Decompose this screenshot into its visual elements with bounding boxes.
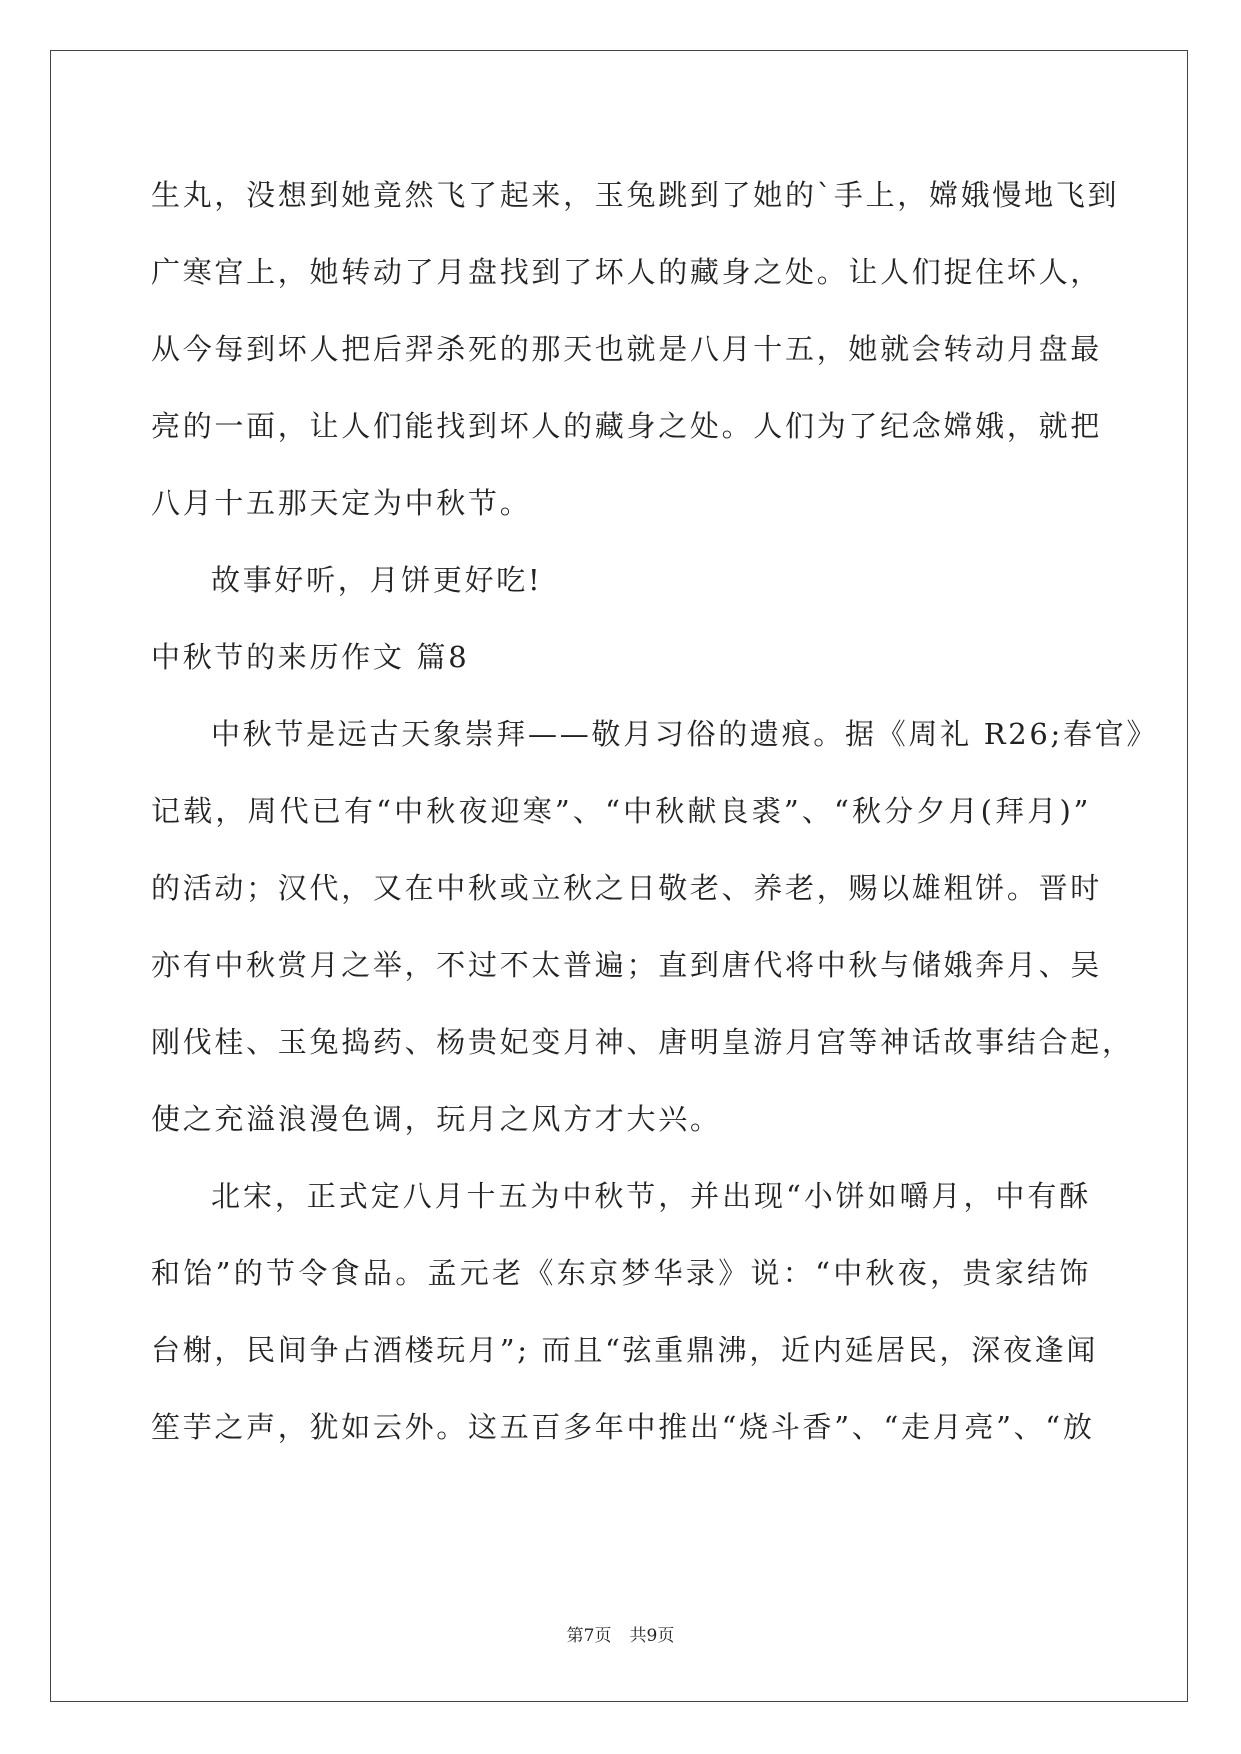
text-line: 使之充溢浪漫色调，玩月之风方才大兴。 (151, 1102, 722, 1136)
paragraph (151, 696, 1159, 1158)
paragraph (151, 1158, 1099, 1466)
current-page-number: 第7页 (566, 1626, 612, 1646)
text-line: 记载，周代已有“中秋夜迎寒”、“中秋献良裘”、“秋分夕月(拜月)” (151, 794, 1091, 828)
text-line: 台榭，民间争占酒楼玩月”; 而且“弦重鼎沸，近内延居民，深夜逢闻 (151, 1333, 1099, 1367)
page-footer (0, 1621, 1241, 1646)
text-line: 广寒宫上，她转动了月盘找到了坏人的藏身之处。让人们捉住坏人， (151, 255, 1103, 289)
paragraph (151, 542, 1091, 619)
text-line: 故事好听，月饼更好吃! (211, 563, 543, 597)
text-line: 生丸，没想到她竟然飞了起来，玉兔跳到了她的`手上，嫦娥慢地飞到 (151, 178, 1120, 212)
text-line: 刚伐桂、玉兔捣药、杨贵妃变月神、唐明皇游月宫等神话故事结合起， (151, 1025, 1134, 1059)
text-line: 中秋节是远古天象崇拜——敬月习俗的遗痕。据《周礼 R26;春官》 (211, 717, 1159, 751)
text-line: 亮的一面，让人们能找到坏人的藏身之处。人们为了纪念嫦娥，就把 (151, 409, 1103, 443)
text-line: 从今每到坏人把后羿杀死的那天也就是八月十五，她就会转动月盘最 (151, 332, 1103, 366)
text-line: 笙芋之声，犹如云外。这五百多年中推出“烧斗香”、“走月亮”、“放 (151, 1410, 1095, 1444)
paragraph (151, 157, 1120, 542)
text-line: 北宋，正式定八月十五为中秋节，并出现“小饼如嚼月，中有酥 (211, 1179, 1091, 1213)
text-line: 的活动；汉代，又在中秋或立秋之日敬老、养老，赐以雄粗饼。晋时 (151, 871, 1103, 905)
text-line: 亦有中秋赏月之举，不过不太普遍；直到唐代将中秋与储娥奔月、吴 (151, 948, 1103, 982)
text-line: 和饴”的节令食品。孟元老《东京梦华录》说：“中秋夜，贵家结饰 (151, 1256, 1091, 1290)
document-body (151, 157, 1159, 1466)
section-heading: 中秋节的来历作文 篇8 (151, 640, 470, 674)
total-page-count: 共9页 (629, 1626, 675, 1646)
text-line: 八月十五那天定为中秋节。 (151, 486, 532, 520)
